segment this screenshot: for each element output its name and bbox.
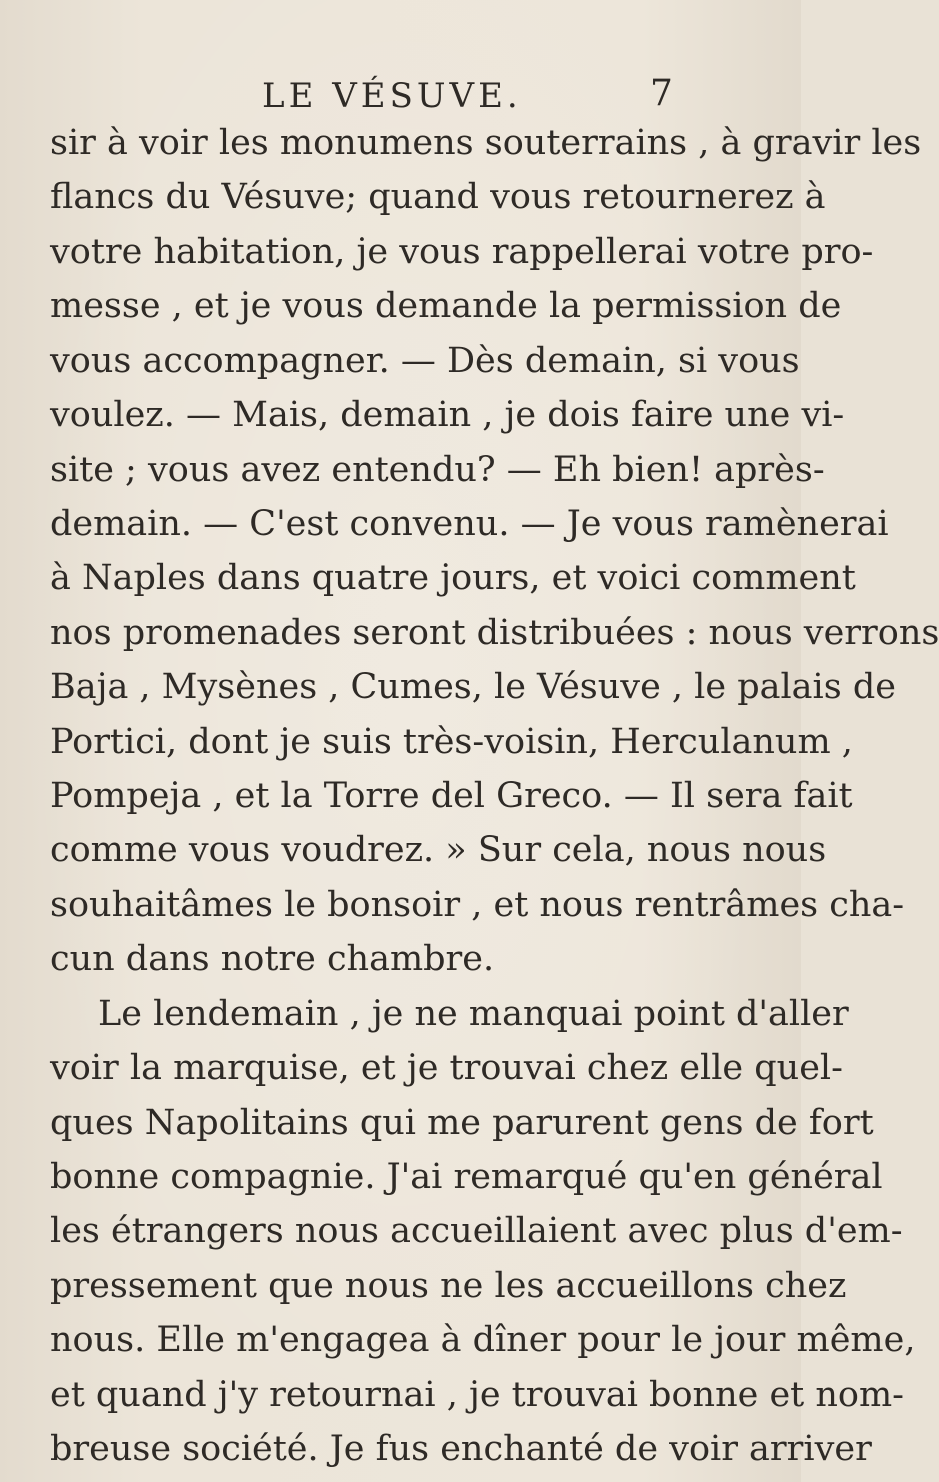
text-line: voulez. — Mais, demain , je dois faire une vi- — [50, 395, 845, 435]
text-line: nous. Elle m'engagea à dîner pour le jour même, — [50, 1320, 916, 1360]
text-line: pressement que nous ne les accueillons chez — [50, 1266, 847, 1306]
text-line: Baja , Mysènes , Cumes, le Vésuve , le palais de — [50, 667, 896, 707]
text-line: Portici, dont je suis très-voisin, Herculanum , — [50, 722, 853, 762]
text-line: breuse société. Je fus enchanté de voir arriver — [50, 1429, 872, 1469]
text-line: demain. — C'est convenu. — Je vous ramènerai — [50, 504, 889, 544]
running-title: LE VÉSUVE. — [262, 76, 522, 116]
text-line: et quand j'y retournai , je trouvai bonne et nom- — [50, 1375, 904, 1415]
text-line: flancs du Vésuve; quand vous retournerez à — [50, 177, 826, 217]
page-header — [0, 70, 801, 120]
text-line: messe , et je vous demande la permission de — [50, 286, 842, 326]
text-line: voir la marquise, et je trouvai chez elle quel- — [50, 1048, 843, 1088]
text-line: votre habitation, je vous rappellerai votre pro- — [50, 232, 874, 272]
text-line: comme vous voudrez. » Sur cela, nous nous — [50, 830, 827, 870]
text-line: ques Napolitains qui me parurent gens de fort — [50, 1103, 874, 1143]
text-line: Le lendemain , je ne manquai point d'aller — [98, 994, 849, 1034]
text-line: nos promenades seront distribuées : nous verrons — [50, 613, 939, 653]
text-line: sir à voir les monumens souterrains , à gravir les — [50, 123, 922, 163]
text-line: bonne compagnie. J'ai remarqué qu'en général — [50, 1157, 883, 1197]
page-number: 7 — [650, 73, 673, 114]
text-line: les étrangers nous accueillaient avec plus d'em- — [50, 1211, 903, 1251]
text-line: à Naples dans quatre jours, et voici comment — [50, 558, 856, 598]
text-line: Pompeja , et la Torre del Greco. — Il sera fait — [50, 776, 853, 816]
text-line: cun dans notre chambre. — [50, 939, 495, 979]
text-line: site ; vous avez entendu? — Eh bien! après- — [50, 450, 825, 490]
text-line: vous accompagner. — Dès demain, si vous — [50, 341, 800, 381]
text-line: souhaitâmes le bonsoir , et nous rentrâmes cha- — [50, 885, 905, 925]
